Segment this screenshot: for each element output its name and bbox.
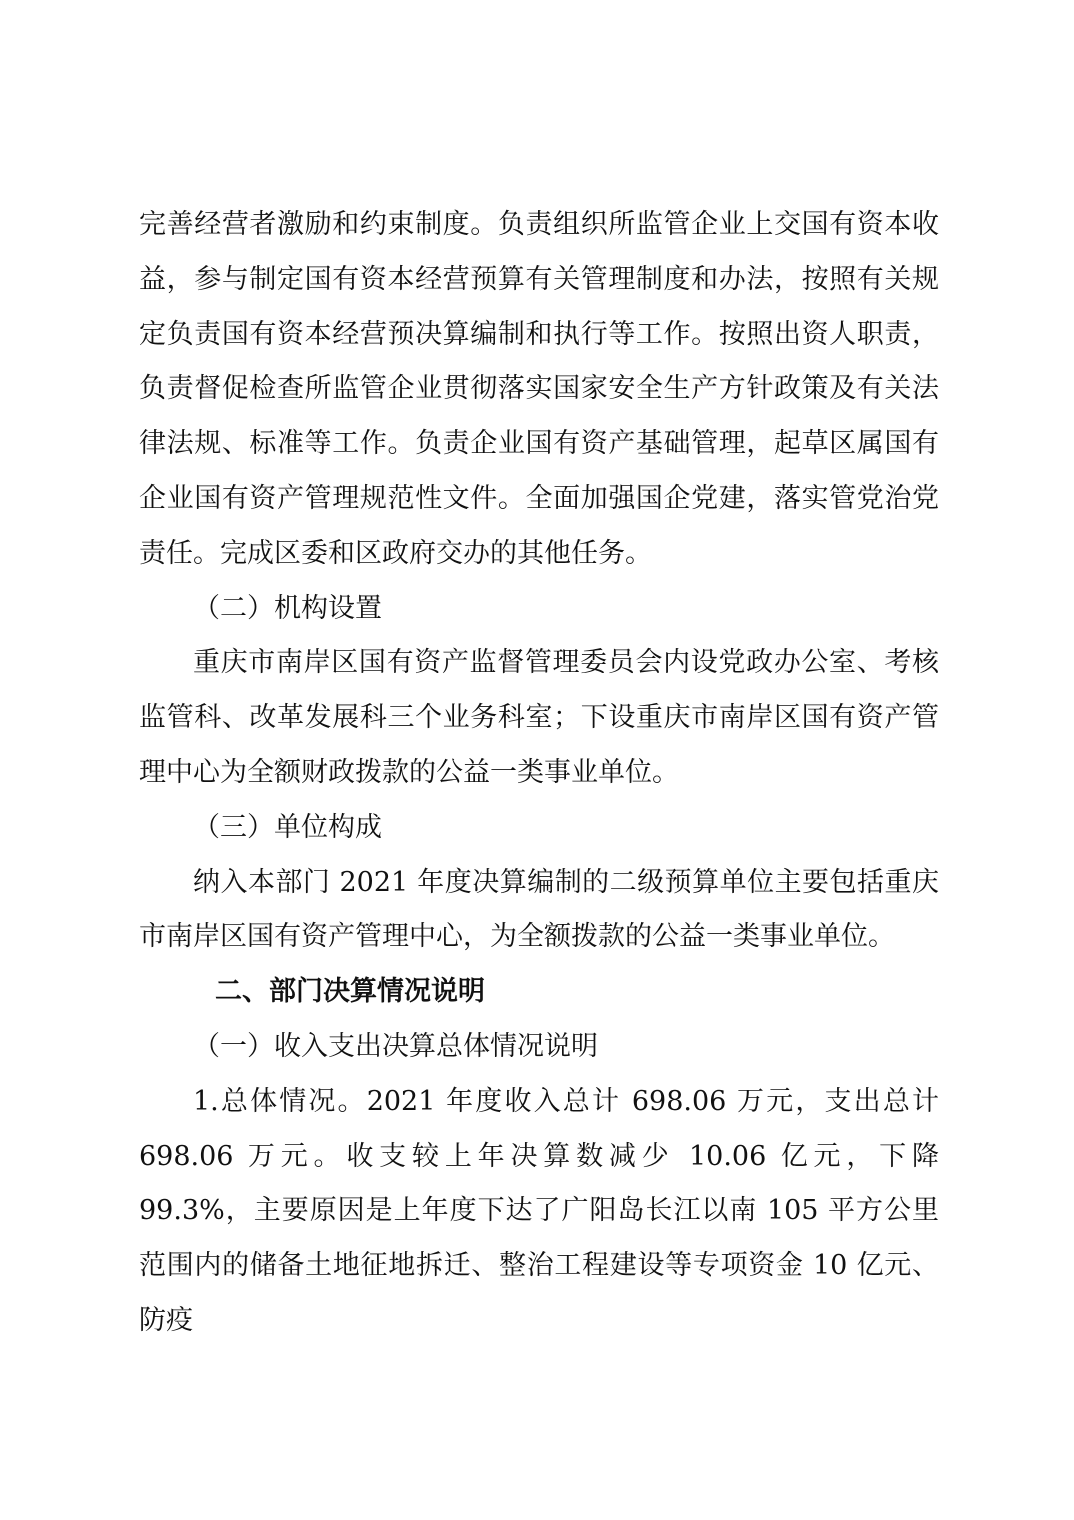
- paragraph-unit-composition: 纳入本部门 2021 年度决算编制的二级预算单位主要包括重庆市南岸区国有资产管理中心，为全额拨款的公益一类事业单位。: [139, 866, 939, 953]
- paragraph-organization: 重庆市南岸区国有资产监督管理委员会内设党政办公室、考核监管科、改革发展科三个业务科室；下设重庆市南岸区国有资产管理中心为全额财政拨款的公益一类事业单位。: [139, 647, 939, 788]
- heading-unit-composition: （三）单位构成: [193, 811, 382, 843]
- heading-section-2: 二、部门决算情况说明: [215, 976, 485, 1008]
- heading-income-expenditure: （一）收入支出决算总体情况说明: [193, 1030, 598, 1062]
- document-body: [139, 198, 939, 1349]
- heading-organization: （二）机构设置: [193, 592, 382, 624]
- paragraph-duties: 完善经营者激励和约束制度。负责组织所监管企业上交国有资本收益，参与制定国有资本经营预算有关管理制度和办法，按照有关规定负责国有资本经营预决算编制和执行等工作。按照出资人职责，负责督促检查所监管企业贯彻落实国家安全生产方针政策及有关法律法规、标准等工作。负责企业国有资产基础管理，起草区属国有企业国有资产管理规范性文件。全面加强国企党建，落实管党治党责任。完成区委和区政府交办的其他任务。: [139, 209, 939, 569]
- paragraph-overall-situation: 1.总体情况。2021 年度收入总计 698.06 万元，支出总计 698.06 万元。收支较上年决算数减少 10.06 亿元，下降 99.3%，主要原因是上年度下达了广阳岛长江以南 105 平方公里范围内的储备土地征地拆迁、整治工程建设等专项资金 10 亿元、防疫: [139, 1085, 939, 1336]
